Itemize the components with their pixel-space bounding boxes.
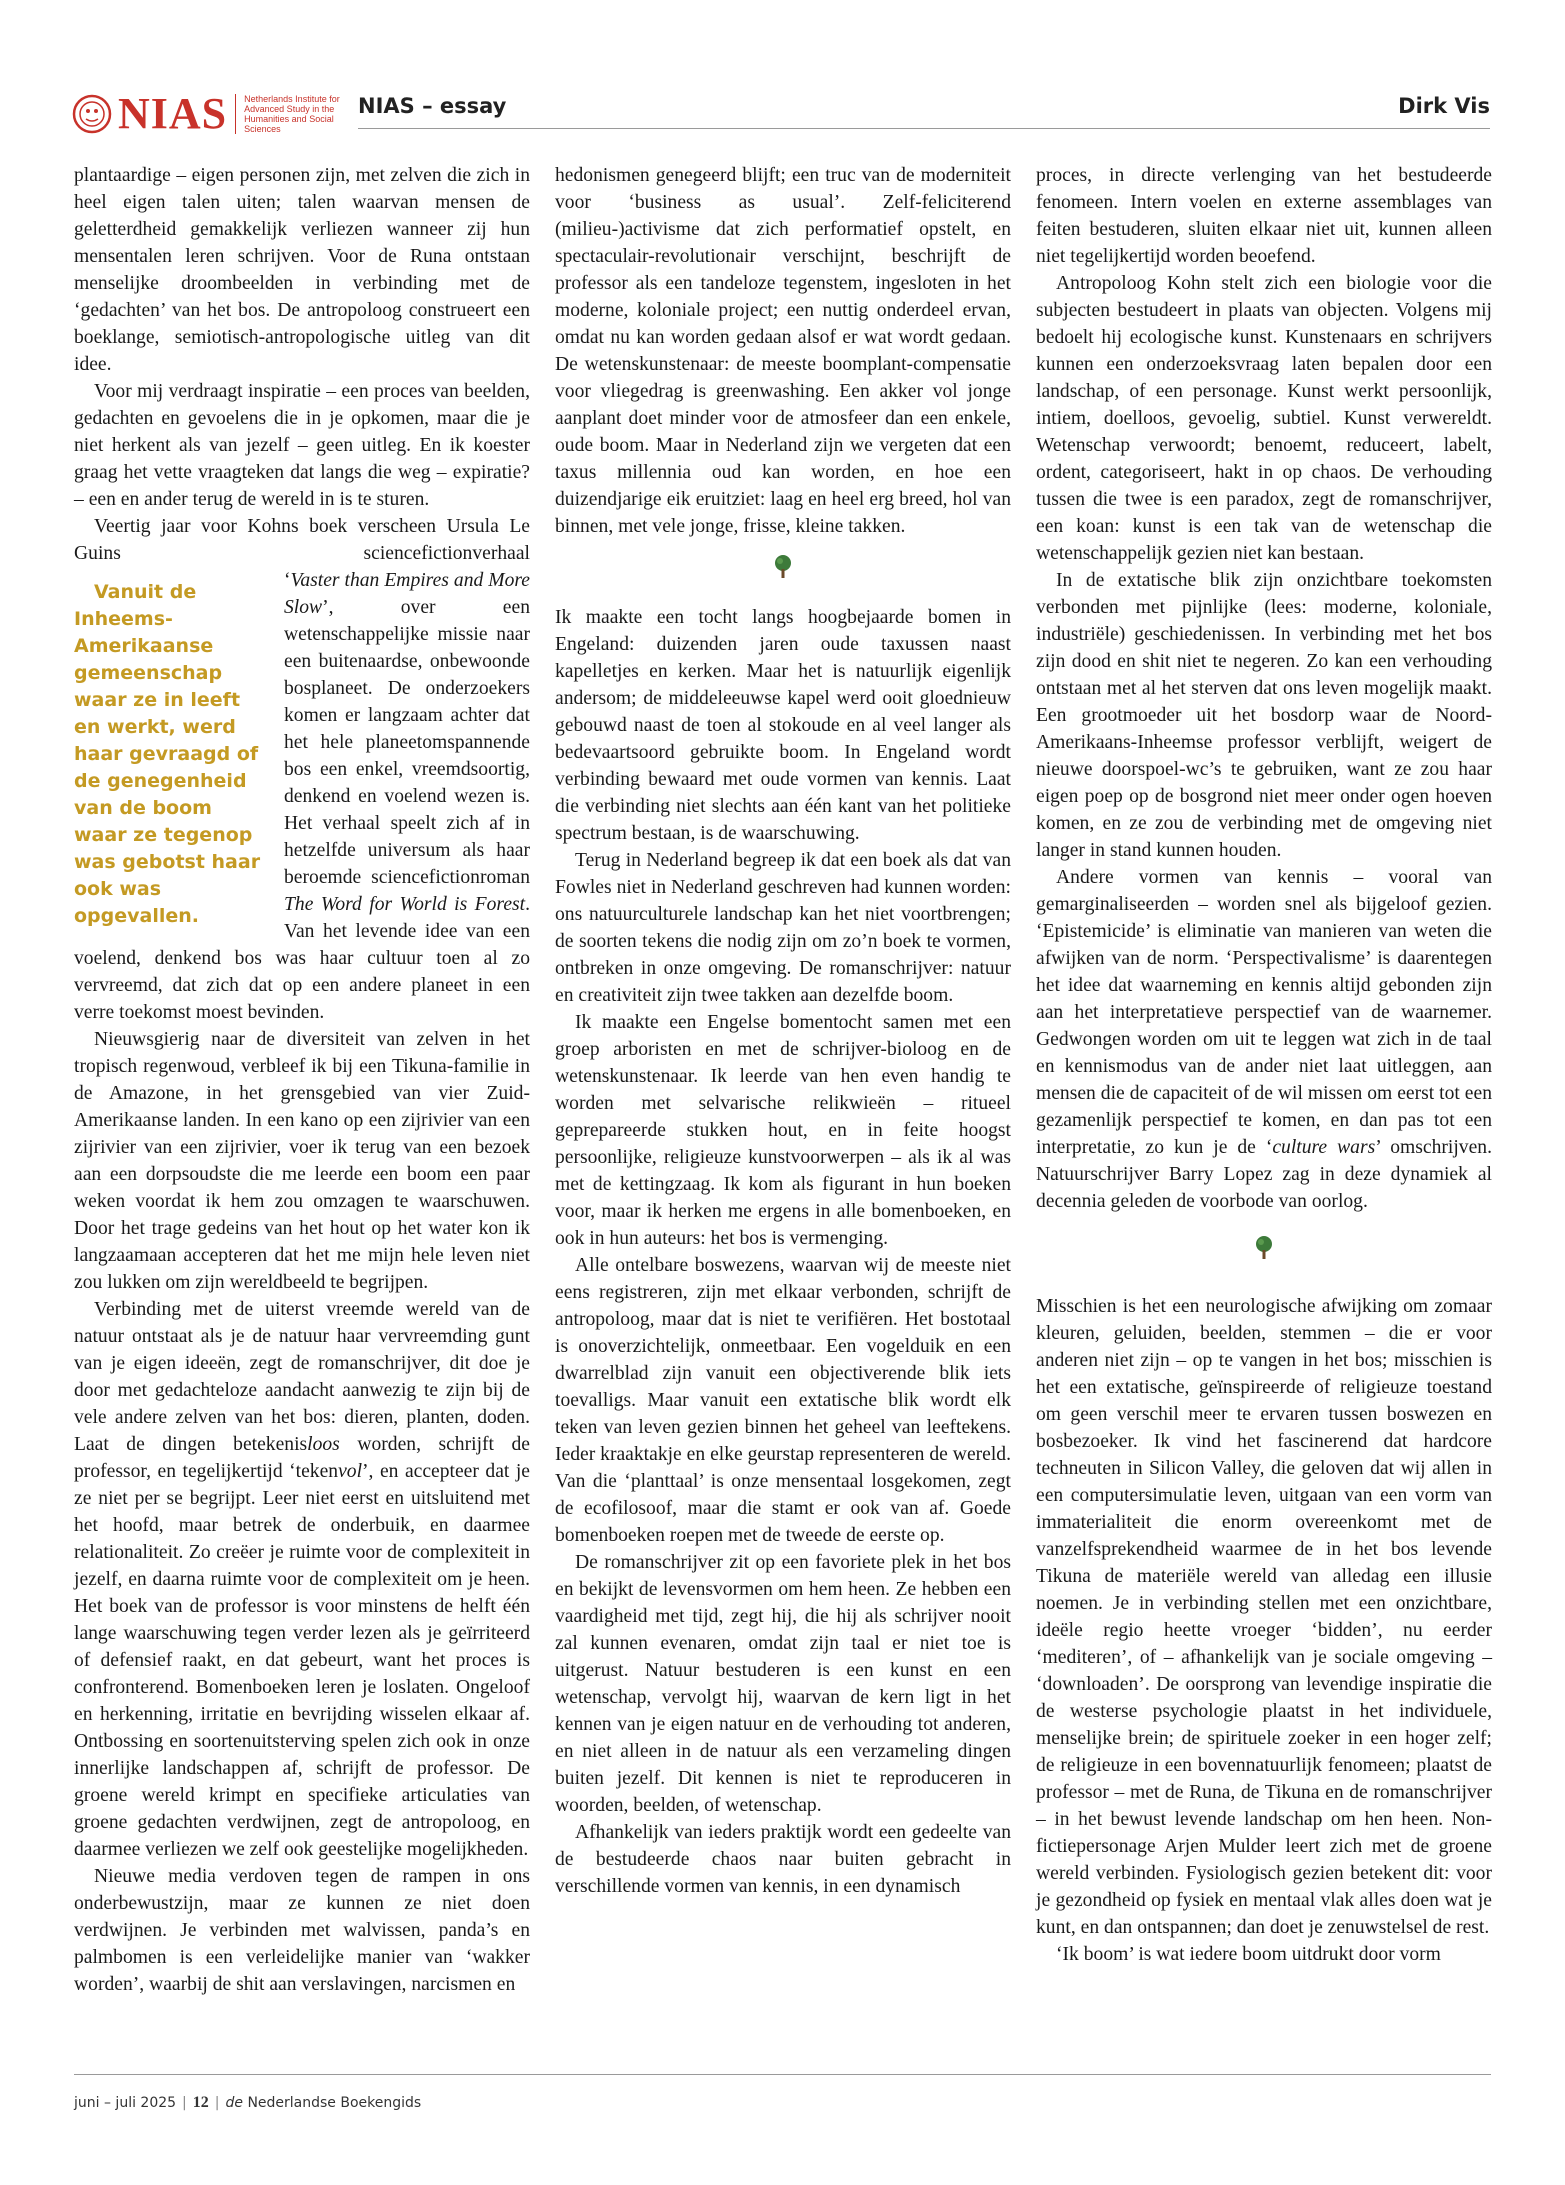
paragraph: Alle ontelbare boswezens, waarvan wij de meeste niet eens registreren, zijn met elkaar verbonden, schrijft de antropoloog, maar dat is niet te verifiëren. Het bostotaal is onoverzichtelijk, onmeetbaar. Een vogelduik en een dwarrelblad zijn vanuit een objectiverende blik iets toevalligs. Maar vanuit een extatische blik wordt elk teken van leven gezien binnen het geheel van leeftekens. Ieder kraaktakje en elke geurstap representeren de wereld. Van die ‘planttaal’ is onze mensentaal losgekomen, zegt de ecofilosoof, maar die stamt er ook van af. Goede bomenboeken roepen met de tweede de eerste op. [555, 1255, 1011, 1546]
section-title: NIAS – essay [358, 94, 507, 118]
logo-divider [235, 94, 236, 134]
paragraph: Terug in Nederland begreep ik dat een boek als dat van Fowles niet in Nederland geschreven had kunnen worden: ons natuurculturele landschap kan het niet voortbrengen; de soorten tekens die nodig zijn om zo’n boek te vormen, ontbreken in onze omgeving. De romanschrijver: natuur en creativiteit zijn twee takken aan dezelfde boom. [555, 850, 1011, 1006]
text-run: ’ omschrijven. Natuurschrijver Barry Lopez zag in deze dynamiek al decennia geleden de voorbode van oorlog. [1036, 1137, 1492, 1212]
publication-article: de [225, 2095, 243, 2111]
pullquote: Vanuit de Inheems-Amerikaanse gemeenschap waar ze in leeft en werkt, werd haar gevraagd of de genegenheid van de boom waar ze tegenop was gebotst haar ook was opgevallen. [74, 581, 261, 927]
issue-date: juni – juli 2025 [74, 2095, 177, 2111]
text-run: worden, schrijft de professor, en tegelijkertijd ‘teken [74, 1434, 530, 1482]
paragraph: Misschien is het een neurologische afwijking om zomaar kleuren, geluiden, beelden, stemmen – die er voor anderen niet zijn – op te vangen in het bos; misschien is het een extatische, geïnspireerde of religieuze toestand om geen verschil meer te ervaren tussen boswezen en bosbezoeker. Ik vind het fascinerend dat hardcore techneuten in Silicon Valley, die geloven dat wij allen in een computersimulatie leven, uitgaan van een vorm van immaterialiteit die enorm overeenkomt met de vanzelfsprekendheid waarmee de in het bos levende Tikuna de materiële wereld van alledag een illusie noemen. Je in verbinding stellen met een onzichtbare, ideële regio heette vroeger ‘bidden’, nu eerder ‘mediteren’, of – afhankelijk van je sociale omgeving – ‘downloaden’. De oorsprong van levendige inspiratie die de westerse psychologie plaatst in het individuele, menselijke brein; de spirituele zoeker in een hoger zelf; de religieuze in een bovennatuurlijk fenomeen; plaatst de professor – met de Runa, de Tikuna en de romanschrijver – in het bewust levende landschap om hen heen. Non-fictiepersonage Arjen Mulder leert zich met de groene wereld verbinden. Fysiologisch gezien betekent dit: voor je gezondheid op fysiek en mentaal vlak alles doen wat je kunt, en dan ontspannen; dan doet je zenuwstelsel de rest. [1036, 1296, 1492, 1938]
column-1 [74, 162, 530, 1998]
paragraph: In de extatische blik zijn onzichtbare toekomsten verbonden met pijnlijke (lees: moderne, koloniale, industriële) geschiedenissen. In verbinding met het bos zijn dood en shit niet te negeren. Zo kan een verhouding ontstaan met al het sterven dat ons leven mogelijk maakt. Een grootmoeder uit het bosdorp waar de Noord-Amerikaans-Inheemse professor verblijft, weigert de nieuwe doorspoel-wc’s te gebruiken, want ze zou haar eigen poep op de bosgrond niet meer onder ogen hoeven komen, en ze zou de verbinding met de omgeving niet langer in stand kunnen houden. [1036, 570, 1492, 861]
footer-rule [74, 2074, 1491, 2075]
section-separator [1036, 1235, 1492, 1275]
tree-icon [1253, 1235, 1275, 1261]
author-name: Dirk Vis [1398, 94, 1490, 118]
paragraph: Afhankelijk van ieders praktijk wordt een gedeelte van de bestudeerde chaos naar buiten gebracht in verschillende vormen van kennis, in een dynamisch [555, 1822, 1011, 1897]
paragraph: Voor mij verdraagt inspiratie – een proces van beelden, gedachten en gevoelens die in je opkomen, maar die je niet herkent als van jezelf – geen uitleg. En ik koester graag het vette vraagteken dat langs die weg – expiratie? – een en ander terug de wereld in is te sturen. [74, 381, 530, 510]
paragraph: Ik maakte een tocht langs hoogbejaarde bomen in Engeland: duizenden jaren oude taxussen naast kapelletjes en kerken. Maar het is natuurlijk eigenlijk andersom; de middeleeuwse kapel werd ooit gloednieuw gebouwd naast de toen al stokoude en al veel langer als bedevaartsoord gebruikte boom. In Engeland wordt verbinding bewaard met oude vormen van kennis. Laat die verbinding niet slechts aan één kant van het politieke spectrum bestaan, is de waarschuwing. [555, 607, 1011, 844]
emphasis: culture wars [1272, 1137, 1376, 1158]
book-title: The Word for World is Forest [284, 894, 526, 915]
emphasis: loos [307, 1434, 340, 1455]
paragraph: proces, in directe verlenging van het bestudeerde fenomeen. Intern voelen en externe assemblages van feiten bestuderen, sluiten elkaar niet uit, kunnen alleen niet tegelijkertijd worden beoefend. [1036, 165, 1492, 267]
paragraph [74, 513, 530, 1026]
logo-subtitle: Netherlands Institute for Advanced Study in the Humanities and Social Sciences [244, 94, 340, 134]
text-run: . Van het levende idee van een voelend, denkend bos was haar cultuur toen al zo vervreemd, dat zich dat op een andere planeet in een verre toekomst moest bevinden. [74, 894, 530, 1023]
page-header [72, 88, 1490, 140]
footer-separator: | [182, 2095, 187, 2111]
text-run: Verbinding met de uiterst vreemde wereld van de natuur ontstaat als je de natuur haar vervreemding gunt van je eigen ideeën, zegt de romanschrijver, dit doe je door met gedachteloze aandacht aanwezig te zijn bij de vele andere zelven van het bos: dieren, planten, doden. Laat de dingen betekenis [74, 1299, 530, 1455]
section-separator [555, 554, 1011, 594]
paragraph: Nieuwe media verdoven tegen de rampen in ons onderbewustzijn, maar ze kunnen ze niet doen verdwijnen. Je verbinden met walvissen, panda’s en palmbomen is een verleidelijke manier van ‘wakker worden’, waarbij de shit aan verslavingen, narcismen en [74, 1866, 530, 1995]
header-rule [358, 128, 1490, 129]
paragraph [74, 1296, 530, 1863]
text-run: Veertig jaar voor Kohns boek verscheen Ursula Le Guins sciencefictionverhaal ‘ [74, 516, 530, 591]
book-title: Vaster than Empires and More Slow [284, 570, 530, 618]
page-footer [74, 2094, 421, 2112]
column-2 [555, 162, 1011, 1900]
paragraph: plantaardige – eigen personen zijn, met zelven die zich in heel eigen talen uiten; talen waarvan mensen de geletterdheid gemakkelijk verliezen wanneer zij hun mensentalen leren schrijven. Voor de Runa ontstaan menselijke droombeelden in verbinding met de ‘gedachten’ van het bos. De antropoloog construeert een boeklange, semiotisch-antropologische uitleg van dit idee. [74, 165, 530, 375]
column-3 [1036, 162, 1492, 1968]
paragraph: Ik maakte een Engelse bomentocht samen met een groep arboristen en met de schrijver-bioloog en de wetenskunstenaar. Ik leerde van hen even handig te worden met selvarische relikwieën – ritueel geprepareerde stukken hout, en in feite hoogst persoonlijke, religieuze kunstvoorwerpen – als ik al was met de kettingzaag. Ik kom als figurant in hun boeken voor, maar ik herken me ergens in alle bomenboeken, en ook in hun auteurs: het bos is vermenging. [555, 1012, 1011, 1249]
tree-icon [772, 554, 794, 580]
paragraph: hedonismen genegeerd blijft; een truc van de moderniteit voor ‘business as usual’. Zelf-feliciterend (milieu-)activisme dat zich performatief opstelt, en spectaculair-revolutionair verschijnt, beschrijft de professor als een tandeloze tegenstem, ingesloten in het moderne, koloniale project; een nuttig onderdeel ervan, omdat nu kan worden gedaan alsof er wat wordt gedaan. De wetenskunstenaar: de meeste boomplant-compensatie voor vliegedrag is greenwashing. Een akker vol jonge aanplant doet minder voor de atmosfeer dan een enkele, oude boom. Maar in Nederland zijn we vergeten dat een taxus millennia oud kan worden, en hoe een duizendjarige eik eruitziet: laag en heel erg breed, hol van binnen, met vele jonge, frisse, kleine takken. [555, 165, 1011, 537]
nias-logo [72, 88, 354, 140]
text-run: ’, over een wetenschappelijke missie naar een buitenaardse, onbewoonde bosplaneet. De onderzoekers komen er langzaam achter dat het hele planeetomspannende bos een enkel, vreemdsoortig, denkend en voelend wezen is. Het verhaal speelt zich af in hetzelfde universum als haar beroemde sciencefictionroman [284, 597, 530, 888]
paragraph: De romanschrijver zit op een favoriete plek in het bos en bekijkt de levensvormen om hem heen. Ze hebben een vaardigheid met tijd, zegt hij, die hij als schrijver nooit zal kunnen evenaren, omdat zijn taal er niet toe is uitgerust. Natuur bestuderen is een kunst en een wetenschap, vervolgt hij, waarvan de kern ligt in het kennen van je eigen natuur en de verhouding tot anderen, en niet alleen in de natuur als een verzameling dingen buiten jezelf. Dit kennen is niet te reproduceren in woorden, beelden, of wetenschap. [555, 1552, 1011, 1816]
paragraph [1036, 864, 1492, 1215]
publication-name: Nederlandse Boekengids [247, 2095, 422, 2111]
nias-logo-icon [72, 94, 112, 134]
logo-wordmark: NIAS [118, 89, 228, 138]
text-run: ’, en accepteer dat je ze niet per se begrijpt. Leer niet eerst en uitsluitend met het hoofd, maar betrek de onderbuik, en daarmee relationaliteit. Zo creëer je ruimte voor de complexiteit in jezelf, en daarna ruimte voor de complexiteit om je heen. Het boek van de professor is voor minstens de helft één lange waarschuwing tegen verder lezen als je geïrriteerd of defensief raakt, en dat gebeurt, want het proces is confronterend. Bomenboeken leren je loslaten. Ongeloof en herkenning, irritatie en bevrijding wisselen elkaar af. Ontbossing en soortenuitsterving spelen zich ook in onze innerlijke landschappen af, schrijft de professor. De groene wereld krimpt en specifieke articulaties van groene gedachten verdwijnen, zegt de antropoloog, en daarmee verliezen we zelf ook geestelijke mogelijkheden. [74, 1461, 530, 1860]
footer-separator: | [214, 2095, 220, 2111]
text-run: Andere vormen van kennis – vooral van gemarginaliseerden – worden snel als bijgeloof gezien. ‘Epistemicide’ is eliminatie van manieren van weten die afwijken van de norm. ‘Perspectivalisme’ is daarentegen het idee dat waarneming en kennis altijd gebonden zijn aan het interpretatieve perspectief van de waarnemer. Gedwongen worden om uit te leggen wat zich in de taal en kennismodus van de ander niet laat uitleggen, aan mensen die de capaciteit of de wil missen om eerst tot een gezamenlijk perspectief te komen, en dan pas tot een interpretatie, zo kun je de ‘ [1036, 867, 1492, 1158]
paragraph: ‘Ik boom’ is wat iedere boom uitdrukt door vorm [1056, 1944, 1441, 1965]
page-number: 12 [192, 2094, 209, 2111]
paragraph: Antropoloog Kohn stelt zich een biologie voor die subjecten bestudeert in plaats van objecten. Volgens mij bedoelt hij ecologische kunst. Kunstenaars en schrijvers kunnen een onderzoeksvraag laten bepalen door een landschap, of een personage. Kunst werkt persoonlijk, intiem, doelloos, gevoelig, subtiel. Kunst verwereldt. Wetenschap verwoordt; benoemt, reduceert, labelt, ordent, categoriseert, hakt in op chaos. De verhouding tussen die twee is een paradox, zegt de romanschrijver, een koan: kunst is een tak van de wetenschap die wetenschappelijk gezien niet kan bestaan. [1036, 273, 1492, 564]
emphasis: vol [338, 1461, 363, 1482]
paragraph: Nieuwsgierig naar de diversiteit van zelven in het tropisch regenwoud, verbleef ik bij een Tikuna-familie in de Amazone, in het grensgebied van vier Zuid-Amerikaanse landen. In een kano op een zijrivier van een zijrivier van een zijrivier, voer ik terug van een bezoek aan een dorpsoudste die me leerde een boom een paar weken voordat ik hem zou omzagen te waarschuwen. Door het trage gedeins van het hout op het water kon ik langzaamaan accepteren dat het me mijn hele leven niet zou lukken om zijn wereldbeeld te begrijpen. [74, 1029, 530, 1293]
